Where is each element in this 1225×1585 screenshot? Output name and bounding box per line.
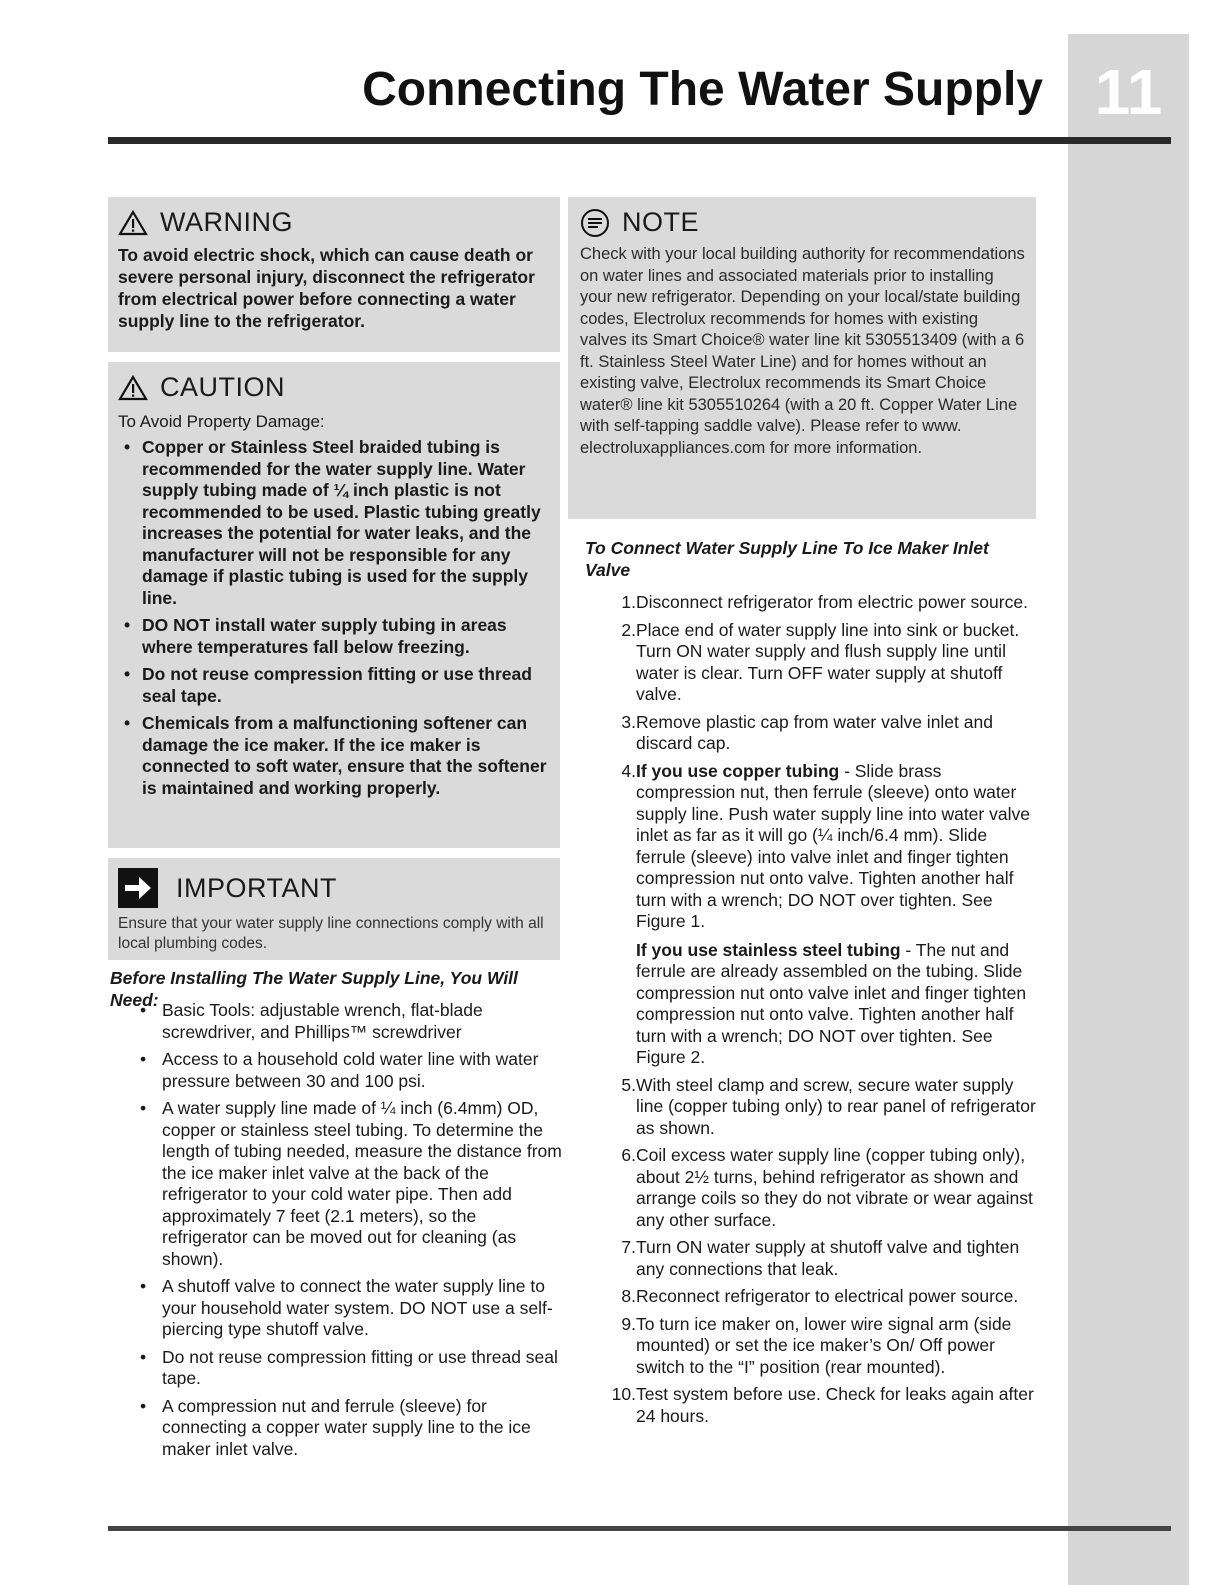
caution-intro: To Avoid Property Damage: <box>118 412 325 431</box>
warning-text: To avoid electric shock, which can cause death or severe personal injury, disconnect the refrigerator from electrical power before connecting a water supply line to the refrigerator. <box>118 245 535 331</box>
step-item <box>586 712 1041 755</box>
step-number: 4. <box>621 760 636 781</box>
step-item <box>586 1145 1041 1231</box>
step-number: 1. <box>621 592 636 612</box>
step-item <box>586 620 1041 706</box>
step-text: With steel clamp and screw, secure water supply line (copper tubing only) to rear panel of refrigerator as shown. <box>636 1074 1036 1138</box>
important-text: Ensure that your water supply line connections comply with all local plumbing codes. <box>118 915 544 952</box>
warning-header <box>118 207 550 238</box>
caution-header <box>118 372 550 403</box>
warning-title: WARNING <box>160 207 293 237</box>
side-tab <box>1068 34 1189 1585</box>
step-text <box>636 761 1041 1069</box>
needs-item: • A compression nut and ferrule (sleeve) for connecting a copper water supply line to the ice maker inlet valve. <box>138 1396 563 1461</box>
page-number: 11 <box>1094 56 1163 128</box>
step-text: Coil excess water supply line (copper tubing only), about 2½ turns, behind refrigerator as shown and arrange coils so they do not vibrate or wear against any other surface. <box>636 1145 1033 1230</box>
step-text: To turn ice maker on, lower wire signal arm (side mounted) or set the ice maker’s On/ Off power switch to the “I” position (rear mounted). <box>636 1313 1012 1377</box>
connect-heading: To Connect Water Supply Line To Ice Maker Inlet Valve <box>585 538 989 580</box>
needs-item: • Do not reuse compression fitting or use thread seal tape. <box>138 1347 563 1390</box>
step-number: 9. <box>621 1313 636 1334</box>
before-installing-heading: Before Installing The Water Supply Line, You Will Need: <box>110 968 518 1010</box>
step-number: 2. <box>621 619 636 640</box>
note-title: NOTE <box>622 207 700 237</box>
caution-item: • Do not reuse compression fitting or use thread seal tape. <box>118 664 550 707</box>
caution-item: • Copper or Stainless Steel braided tubing is recommended for the water supply line. Water supply tubing made of ¼ inch plastic is not recommended to be used. Plastic tubing greatly increases the potential for water leaks, and the manufacturer will not be responsible for any damage if plastic tubing is used for the supply line. <box>118 437 550 609</box>
caution-item: • Chemicals from a malfunctioning softener can damage the ice maker. If the ice maker is connected to soft water, ensure that the softener is maintained and working properly. <box>118 713 550 799</box>
step-body: - The nut and ferrule are already assembled on the tubing. Slide compression nut onto valve inlet and finger tighten compression nut onto valve. Tighten another half turn with a wrench; DO NOT over tighten. See Figure 2. <box>636 939 1027 1067</box>
step-item <box>586 1384 1041 1427</box>
needs-item: • Access to a household cold water line with water pressure between 30 and 100 psi. <box>138 1049 563 1092</box>
step-body: - Slide brass compression nut, then ferrule (sleeve) onto water supply line. Push water supply line into water valve inlet as far as it will go (¼ inch/6.4 mm). Slide ferrule (sleeve) into valve inlet and finger tighten compression nut onto valve. Tighten another half turn with a wrench; DO NOT over tighten. See Figure 1. <box>636 760 1030 931</box>
needs-item: • A water supply line made of ¼ inch (6.4mm) OD, copper or stainless steel tubing. To determine the length of tubing needed, measure the distance from the ice maker inlet valve at the back of the refrigerator to your cold water pipe. Then add approximately 7 feet (2.1 meters), so the refrigerator can be moved out for cleaning (as shown). <box>138 1098 563 1270</box>
warning-triangle-icon <box>118 210 148 236</box>
caution-item: • DO NOT install water supply tubing in areas where temperatures fall below freezing. <box>118 615 550 658</box>
step-item <box>586 592 1041 614</box>
caution-triangle-icon <box>118 375 148 401</box>
step-item <box>586 1237 1041 1280</box>
step-item <box>586 1075 1041 1140</box>
step-text: Turn ON water supply at shutoff valve and tighten any connections that leak. <box>636 1237 1020 1279</box>
step-number: 6. <box>621 1145 636 1165</box>
step-number: 8. <box>621 1286 636 1306</box>
note-box <box>568 197 1036 519</box>
arrow-right-icon <box>118 868 158 908</box>
steps-list <box>586 592 1041 1433</box>
step-text: Test system before use. Check for leaks again after 24 hours. <box>636 1384 1034 1426</box>
warning-box <box>108 197 560 352</box>
step-bold-label: If you use copper tubing <box>636 760 840 781</box>
step-item <box>586 1314 1041 1379</box>
important-box <box>108 858 560 960</box>
top-rule <box>108 137 1171 144</box>
note-text: Check with your local building authority for recommendations on water lines and associated materials prior to installing your new refrigerator. Depending on your local/state building codes, Electrolux recommends for homes with existing valves its Smart Choice® water line kit 5305513409 (with a 6 ft. Stainless Steel Water Line) and for homes without an existing valve, Electrolux recommends its Smart Choice water® line kit 5305510264 (with a 20 ft. Copper Water Line with self-tapping saddle valve). Please refer to www. electroluxappliances.com for more information. <box>580 245 1025 457</box>
step-number: 10. <box>611 1384 636 1404</box>
page-title: Connecting The Water Supply <box>362 63 1043 116</box>
caution-box <box>108 362 560 848</box>
bottom-rule <box>108 1526 1171 1531</box>
caution-title: CAUTION <box>160 372 285 402</box>
note-icon <box>580 208 610 238</box>
caution-list <box>118 437 550 799</box>
step-item <box>586 761 1041 1069</box>
step-text: Remove plastic cap from water valve inlet and discard cap. <box>636 711 993 753</box>
step-item <box>586 1286 1041 1308</box>
needs-item: • Basic Tools: adjustable wrench, flat-blade screwdriver, and Phillips™ screwdriver <box>138 1000 563 1043</box>
step-number: 7. <box>621 1237 636 1257</box>
step-bold-label: If you use stainless steel tubing <box>636 939 901 960</box>
important-header <box>118 868 550 908</box>
step-extra <box>636 940 1041 1069</box>
needs-item: • A shutoff valve to connect the water supply line to your household water system. DO NOT use a self-piercing type shutoff valve. <box>138 1276 563 1341</box>
needs-list <box>138 1000 563 1466</box>
important-title: IMPORTANT <box>176 872 338 903</box>
step-text: Place end of water supply line into sink or bucket. Turn ON water supply and flush supply line until water is clear. Turn OFF water supply at shutoff valve. <box>636 619 1020 704</box>
step-number: 5. <box>621 1074 636 1095</box>
step-text: Reconnect refrigerator to electrical power source. <box>636 1286 1019 1306</box>
step-text: Disconnect refrigerator from electric power source. <box>636 592 1028 612</box>
step-number: 3. <box>621 711 636 732</box>
note-header <box>580 207 1026 238</box>
